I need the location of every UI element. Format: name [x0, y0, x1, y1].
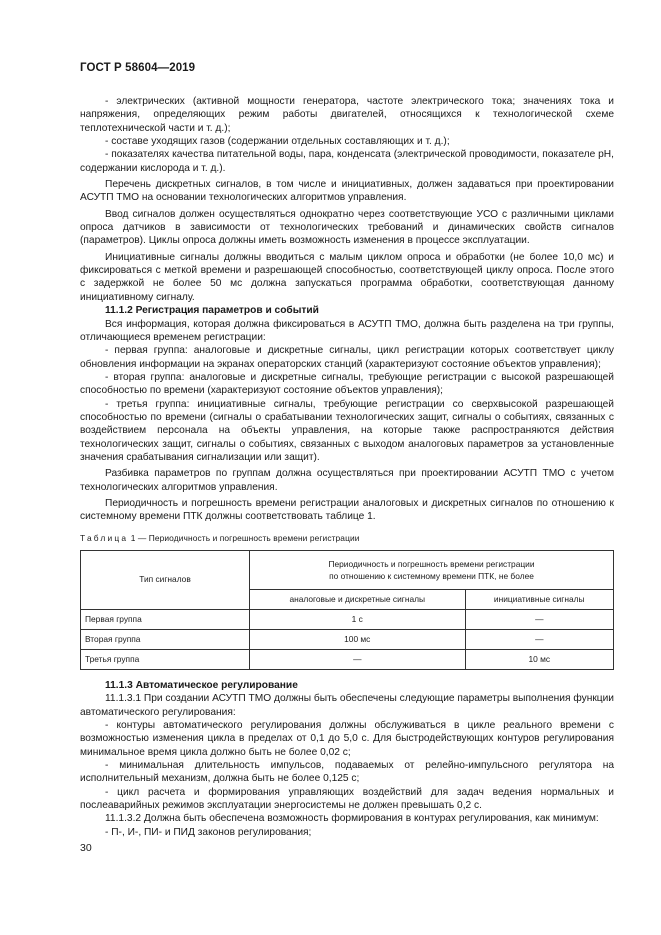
section-heading-11-1-2: 11.1.2 Регистрация параметров и событий [105, 305, 319, 317]
table-registration-periodicity [80, 550, 614, 670]
table-caption-text: 1 — Периодичность и погрешность времени регистрации [130, 532, 360, 543]
cell-analog: 1 с [250, 610, 466, 630]
paragraph: - первая группа: аналоговые и дискретные сигналы, цикл регистрации которых соответствует циклу обновления информации на экранах операторских станций (характеризуют состояние объектов управления); [80, 345, 614, 370]
paragraph: Инициативные сигналы должны вводиться с малым циклом опроса и обработки (не более 10,0 мс) и фиксироваться с меткой времени и разрешающей способностью, соответствующей циклу опроса. После этого с задержкой не более 50 мс должна запускаться программа обработки, соответствующая данному инициативному сигналу. [80, 251, 614, 303]
header-signal-type: Тип сигналов [81, 551, 250, 610]
paragraph: 11.1.3.2 Должна быть обеспечена возможность формирования в контурах регулирования, как минимум: [105, 813, 599, 825]
header-analog: аналоговые и дискретные сигналы [250, 590, 466, 610]
paragraph: - П-, И-, ПИ- и ПИД законов регулирования; [105, 826, 312, 838]
paragraph: Разбивка параметров по группам должна осуществляться при проектировании АСУТП ТМО с учетом технологических алгоритмов управления. [80, 468, 614, 493]
header-periodicity [250, 551, 614, 590]
page-body [80, 95, 614, 839]
paragraph: - вторая группа: аналоговые и дискретные сигналы, требующие регистрации с высокой разрешающей способностью по времени (характеризуют состояние объектов управления); [80, 371, 614, 397]
paragraph: - контуры автоматического регулирования должны обслуживаться в цикле реального времени с возможностью изменения цикла в пределах от 0,1 до 5,0 с. Для быстродействующих контуров регулирования минимальное время цикла должно быть не более 0,02 с; [80, 720, 614, 758]
paragraph: Перечень дискретных сигналов, в том числе и инициативных, должен задаваться при проектировании АСУТП ТМО на основании технологических алгоритмов управления. [80, 179, 614, 204]
table-row [81, 610, 614, 630]
header-periodicity-line2: по отношению к системному времени ПТК, не более [329, 571, 534, 581]
cell-type: Третья группа [81, 650, 250, 670]
cell-analog: — [250, 650, 466, 670]
cell-type: Вторая группа [81, 630, 250, 650]
document-header: ГОСТ Р 58604—2019 [80, 62, 196, 74]
paragraph: - третья группа: инициативные сигналы, требующие регистрации со сверхвысокой разрешающей способностью по времени (сигналы о срабатывании технологических защит, сигналы о событиях, связанных с воздействием персонала на объекты управления, на которые также распространяются действия технологических защит, сигналы о событиях, связанных с выходом аналоговых параметров за установленные значения срабатывания сигнализации или защит). [80, 398, 614, 463]
paragraph: Вся информация, которая должна фиксироваться в АСУТП ТМО, должна быть разделена на три группы, отличающиеся временем регистрации: [80, 318, 614, 343]
paragraph: 11.1.3.1 При создании АСУТП ТМО должны быть обеспечены следующие параметры выполнения функции автоматического регулирования: [80, 693, 614, 718]
page-number: 30 [80, 842, 92, 854]
section-heading-11-1-3: 11.1.3 Автоматическое регулирование [105, 680, 298, 691]
paragraph: - цикл расчета и формирования управляющих воздействий для задач ведения нормальных и послеаварийных режимов эксплуатации энергосистемы не должен превышать 0,2 с. [80, 786, 614, 812]
header-initiative: инициативные сигналы [465, 590, 614, 610]
cell-initiative: — [465, 610, 614, 630]
table-caption [80, 532, 614, 545]
table-row [81, 650, 614, 670]
cell-initiative: 10 мс [465, 650, 614, 670]
paragraph: - составе уходящих газов (содержании отдельных составляющих и т. д.); [105, 136, 450, 148]
paragraph: Ввод сигналов должен осуществляться однократно через соответствующие УСО с различными циклами опроса датчиков в зависимости от технологических требований и динамических свойств сигналов (параметров). Циклы опроса должны иметь возможность изменения в процессе эксплуатации. [80, 208, 614, 247]
header-periodicity-line1: Периодичность и погрешность времени регистрации [328, 559, 535, 569]
cell-type: Первая группа [81, 610, 250, 630]
paragraph: - электрических (активной мощности генератора, частоте электрического тока; значениях тока и напряжения, определяющих режим работы двигателей, относящихся к технологической схеме теплотехнической части и т. д.); [80, 96, 614, 134]
paragraph: Периодичность и погрешность времени регистрации аналоговых и дискретных сигналов по отношению к системному времени ПТК должны соответствовать таблице 1. [80, 497, 614, 523]
paragraph: - минимальная длительность импульсов, подаваемых от релейно-импульсного регулятора на исполнительный механизм, должна быть не более 0,125 с; [80, 760, 614, 785]
cell-initiative: — [465, 630, 614, 650]
table-header-row [81, 551, 614, 590]
paragraph: - показателях качества питательной воды, пара, конденсата (электрической проводимости, показателе pH, содержании кислорода и т. д.). [80, 149, 614, 174]
table-row [81, 630, 614, 650]
table-caption-word: Таблица [80, 532, 129, 543]
cell-analog: 100 мс [250, 630, 466, 650]
